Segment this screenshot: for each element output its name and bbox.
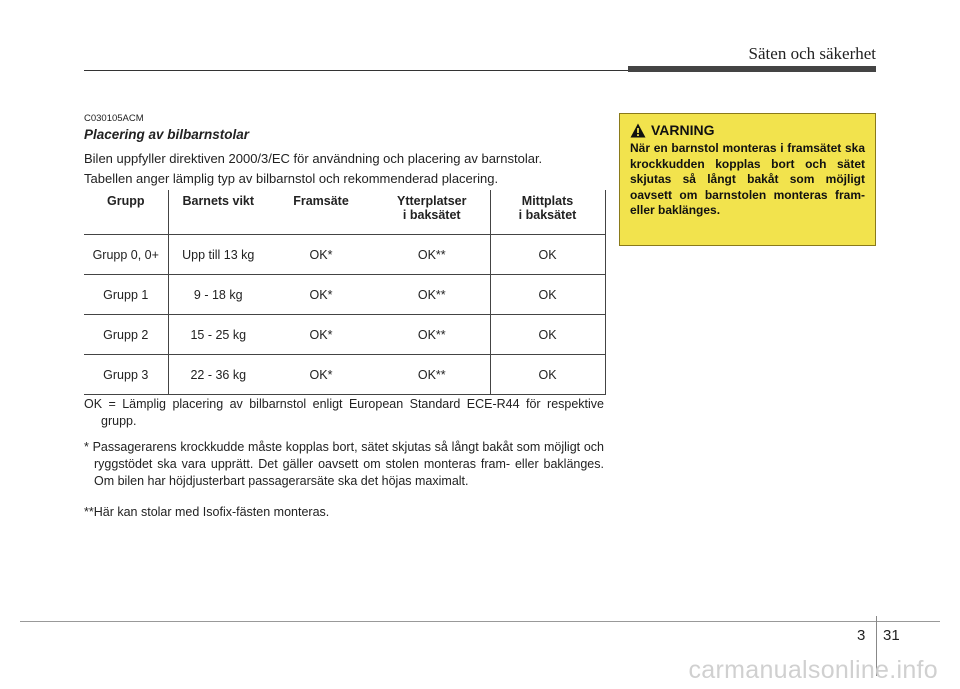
header-barnets-vikt: Barnets vikt [168,190,268,235]
table-notes [84,396,604,530]
cell-framsate: OK* [268,275,374,315]
table-row [84,355,605,395]
cell-mittplats: OK [490,235,605,275]
header-grupp: Grupp [84,190,168,235]
note-ok: OK = Lämplig placering av bilbarnstol enligt European Standard ECE-R44 för respektive grupp. [84,397,604,428]
cell-vikt: 9 - 18 kg [168,275,268,315]
cell-mittplats: OK [490,315,605,355]
cell-vikt: 15 - 25 kg [168,315,268,355]
cell-grupp: Grupp 3 [84,355,168,395]
cell-ytterplatser: OK** [374,275,490,315]
page-header-title: Säten och säkerhet [748,44,876,63]
cell-grupp: Grupp 0, 0+ [84,235,168,275]
intro-text [84,149,604,189]
cell-framsate: OK* [268,355,374,395]
header-framsate: Framsäte [268,190,374,235]
warning-title: VARNING [651,122,715,138]
note-double-star: **Här kan stolar med Isofix-fästen monteras. [84,505,330,519]
note-single-star: * Passagerarens krockkudde måste kopplas bort, sätet skjutas så långt bakåt som möjligt och ryggstödet ska vara upprätt. Det gäller oavsett om stolen monteras fram- eller baklänges. Om bilen har höjdjusterbart passagerarsäte ska det höjas maximalt. [84,440,604,488]
cell-vikt: Upp till 13 kg [168,235,268,275]
cell-ytterplatser: OK** [374,315,490,355]
warning-triangle-icon [630,123,646,138]
warning-header [630,122,865,138]
child-seat-table [84,190,606,395]
header-ytterplatser: Ytterplatser i baksätet [374,190,490,235]
cell-grupp: Grupp 1 [84,275,168,315]
table-row [84,235,605,275]
chapter-number: 3 [857,627,866,644]
page-number: 31 [883,627,900,644]
intro-line-2: Tabellen anger lämplig typ av bilbarnstol och rekommenderad placering. [84,171,499,186]
header-bar [628,66,876,72]
warning-text: När en barnstol monteras i framsätet ska krockkudden kopplas bort och sätet skjutas så långt bakåt som möjligt oavsett om barnstolen monteras fram- eller baklänges. [630,141,865,217]
cell-vikt: 22 - 36 kg [168,355,268,395]
section-subtitle: Placering av bilbarnstolar [84,127,250,142]
header-rule [84,70,628,71]
cell-mittplats: OK [490,355,605,395]
cell-ytterplatser: OK** [374,355,490,395]
watermark-text: carmanualsonline.info [688,656,938,684]
cell-framsate: OK* [268,315,374,355]
cell-framsate: OK* [268,235,374,275]
table-header-row [84,190,605,235]
table-row [84,275,605,315]
cell-ytterplatser: OK** [374,235,490,275]
intro-line-1: Bilen uppfyller direktiven 2000/3/EC för användning och placering av barnstolar. [84,151,543,166]
cell-grupp: Grupp 2 [84,315,168,355]
header-mittplats: Mittplats i baksätet [490,190,605,235]
cell-mittplats: OK [490,275,605,315]
table-row [84,315,605,355]
section-code: C030105ACM [84,113,144,124]
warning-box [619,113,876,246]
footer-rule [20,621,940,622]
